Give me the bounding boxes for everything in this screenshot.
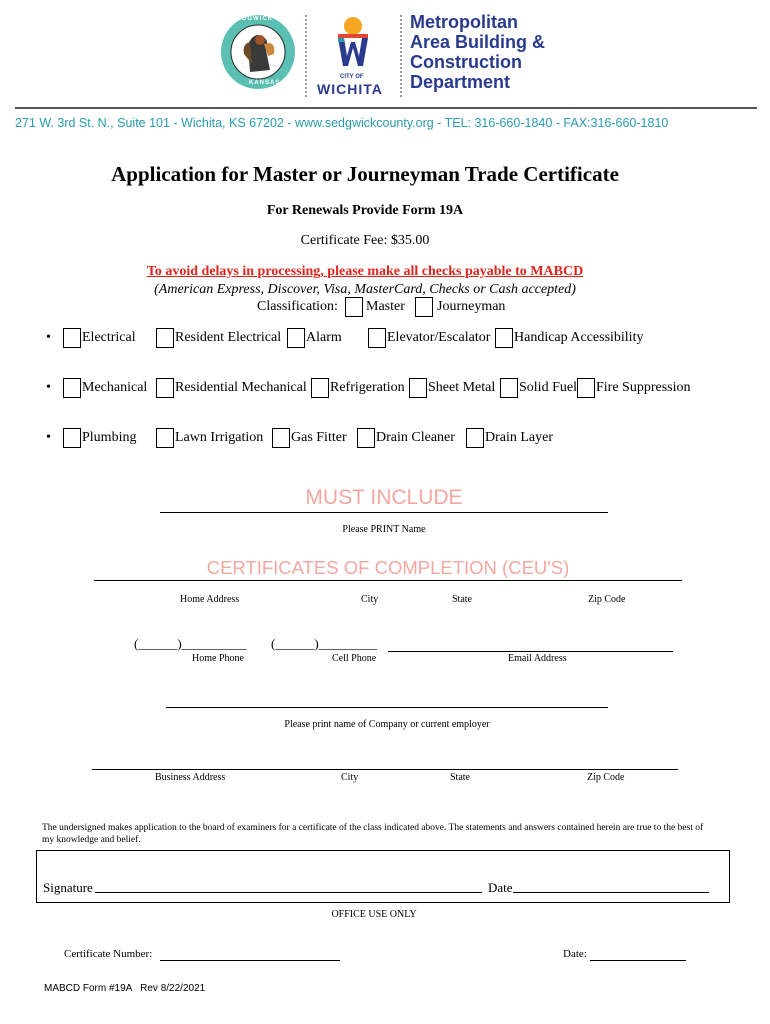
refrigeration-checkbox[interactable]: [311, 378, 329, 398]
fire-suppression-label: Fire Suppression: [596, 380, 691, 395]
print-name-caption: Please PRINT Name: [342, 524, 426, 535]
business-state-caption: State: [450, 772, 470, 783]
cell-phone-caption: Cell Phone: [332, 653, 377, 664]
bullet-row-1: •: [46, 330, 51, 345]
seal-text-bottom: KANSAS: [249, 80, 281, 86]
payment-methods-note: (American Express, Discover, Visa, MasterCard, Checks or Cash accepted): [154, 282, 576, 297]
handicap-label: Handicap Accessibility: [514, 330, 644, 345]
signature-box: [36, 850, 730, 903]
wichita-logo: [328, 14, 378, 74]
fire-suppression-checkbox[interactable]: [577, 378, 595, 398]
company-line[interactable]: [166, 707, 608, 708]
signature-date-line[interactable]: [513, 892, 709, 893]
ceus-watermark: CERTIFICATES OF COMPLETION (CEU'S): [206, 557, 570, 578]
office-use-heading: OFFICE USE ONLY: [331, 909, 417, 920]
journeyman-label: Journeyman: [437, 299, 506, 314]
residential-mechanical-label: Residential Mechanical: [175, 380, 307, 395]
gas-fitter-label: Gas Fitter: [291, 430, 347, 445]
date-label: Date: [488, 880, 513, 895]
handicap-checkbox[interactable]: [495, 328, 513, 348]
elevator-checkbox[interactable]: [368, 328, 386, 348]
form-title: Application for Master or Journeyman Trade Certificate: [111, 162, 619, 186]
dept-line-3: Construction: [410, 52, 522, 72]
office-date-line[interactable]: [590, 960, 686, 961]
business-address-caption: Business Address: [155, 772, 226, 783]
business-zip-caption: Zip Code: [587, 772, 625, 783]
drain-cleaner-checkbox[interactable]: [357, 428, 375, 448]
drain-layer-label: Drain Layer: [485, 430, 554, 445]
department-name: [410, 12, 545, 92]
plumbing-label: Plumbing: [82, 430, 137, 445]
signature-line[interactable]: [95, 892, 482, 893]
renewals-note: For Renewals Provide Form 19A: [266, 203, 464, 218]
solid-fuel-checkbox[interactable]: [500, 378, 518, 398]
sedgwick-county-seal: [220, 14, 296, 90]
business-address-line[interactable]: [92, 769, 678, 770]
residential-mechanical-checkbox[interactable]: [156, 378, 174, 398]
mechanical-label: Mechanical: [82, 380, 148, 395]
company-caption: Please print name of Company or current employer: [284, 719, 490, 730]
lawn-irrigation-checkbox[interactable]: [156, 428, 174, 448]
home-phone-field[interactable]: (______)__________: [134, 636, 247, 651]
sheet-metal-label: Sheet Metal: [428, 380, 496, 395]
name-line[interactable]: [160, 512, 608, 513]
certificate-fee: Certificate Fee: $35.00: [300, 233, 430, 248]
zip-caption: Zip Code: [588, 594, 626, 605]
sheet-metal-checkbox[interactable]: [409, 378, 427, 398]
home-address-caption: Home Address: [180, 594, 240, 605]
master-label: Master: [366, 299, 405, 314]
resident-electrical-label: Resident Electrical: [175, 330, 282, 345]
elevator-label: Elevator/Escalator: [387, 330, 491, 345]
drain-cleaner-label: Drain Cleaner: [376, 430, 455, 445]
bullet-row-3: •: [46, 430, 51, 445]
business-city-caption: City: [341, 772, 359, 783]
lawn-irrigation-label: Lawn Irrigation: [175, 430, 264, 445]
header-rule: [15, 107, 757, 109]
city-caption: City: [361, 594, 379, 605]
home-phone-caption: Home Phone: [192, 653, 244, 664]
must-include-watermark: MUST INCLUDE: [305, 486, 463, 509]
gas-fitter-checkbox[interactable]: [272, 428, 290, 448]
header-divider: [305, 15, 307, 97]
journeyman-checkbox[interactable]: [415, 297, 433, 317]
refrigeration-label: Refrigeration: [330, 380, 405, 395]
master-checkbox[interactable]: [345, 297, 363, 317]
dept-line-2: Area Building &: [410, 32, 546, 52]
seal-text-top: SEDGWICK COUNTY: [232, 16, 307, 22]
office-date-label: Date:: [563, 948, 587, 960]
wichita-text: WICHITA: [317, 81, 383, 97]
solid-fuel-label: Solid Fuel: [519, 380, 577, 395]
checks-payable-notice: To avoid delays in processing, please make all checks payable to MABCD: [146, 264, 584, 279]
address-line: 271 W. 3rd St. N., Suite 101 - Wichita, KS 67202 - www.sedgwickcounty.org - TEL: 316-660-1840 - FAX:316-660-1810: [15, 116, 669, 130]
state-caption: State: [452, 594, 472, 605]
dept-line-1: Metropolitan: [410, 12, 518, 32]
classification-label: Classification:: [257, 299, 338, 314]
form-footer: MABCD Form #19A Rev 8/22/2021: [44, 983, 206, 994]
electrical-checkbox[interactable]: [63, 328, 81, 348]
plumbing-checkbox[interactable]: [63, 428, 81, 448]
dept-line-4: Department: [410, 72, 511, 92]
bullet-row-2: •: [46, 380, 51, 395]
email-caption: Email Address: [508, 653, 567, 664]
cell-phone-field[interactable]: (______)_________: [271, 636, 378, 651]
mechanical-checkbox[interactable]: [63, 378, 81, 398]
alarm-checkbox[interactable]: [287, 328, 305, 348]
city-of-text: CITY OF: [340, 74, 364, 80]
certificate-number-line[interactable]: [160, 960, 340, 961]
applicant-statement: The undersigned makes application to the board of examiners for a certificate of the class indicated above. The statements and answers contained herein are true to the best of my knowledge and belief.: [42, 823, 704, 845]
home-address-line[interactable]: [94, 580, 682, 581]
electrical-label: Electrical: [82, 330, 136, 345]
certificate-number-label: Certificate Number:: [64, 948, 153, 960]
drain-layer-checkbox[interactable]: [466, 428, 484, 448]
dept-divider: [400, 15, 402, 97]
resident-electrical-checkbox[interactable]: [156, 328, 174, 348]
email-line[interactable]: [388, 651, 673, 652]
signature-label: Signature: [43, 880, 93, 895]
alarm-label: Alarm: [306, 330, 342, 345]
